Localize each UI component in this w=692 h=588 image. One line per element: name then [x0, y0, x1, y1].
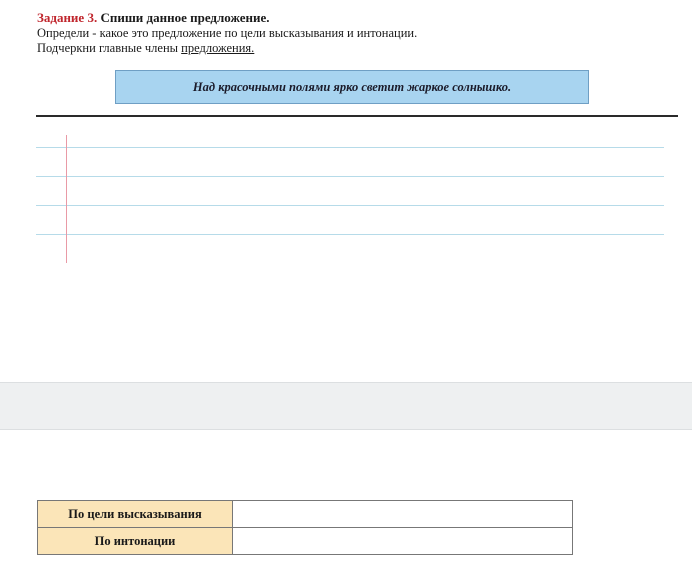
row-label-purpose: По цели высказывания [38, 501, 233, 528]
task-title: Спиши данное предложение. [100, 10, 270, 25]
row-label-intonation: По интонации [38, 528, 233, 555]
writing-line [36, 176, 664, 177]
answer-cell-purpose[interactable] [233, 501, 573, 528]
task-instruction-2-prefix: Подчеркни главные члены [37, 41, 182, 55]
task-title-line [37, 9, 677, 26]
answer-cell-intonation[interactable] [233, 528, 573, 555]
task-instruction-2-underlined: предложения. [181, 41, 255, 55]
task-instruction-1: Определи - какое это предложение по цели высказывания и интонации. [37, 26, 418, 40]
sentence-box [115, 70, 589, 104]
writing-area[interactable] [36, 135, 664, 263]
writing-line [36, 205, 664, 206]
section-divider [36, 115, 678, 117]
task-instruction-2 [37, 41, 677, 56]
page-separator-band [0, 382, 692, 430]
table-row [38, 501, 573, 528]
task-header [37, 9, 677, 56]
task-number-label: Задание 3. [37, 10, 98, 25]
writing-line [36, 147, 664, 148]
writing-line [36, 234, 664, 235]
sentence-text: Над красочными полями ярко светит жаркое солнышко. [192, 79, 512, 94]
answer-table [37, 500, 573, 555]
margin-line [66, 135, 67, 263]
table-row [38, 528, 573, 555]
